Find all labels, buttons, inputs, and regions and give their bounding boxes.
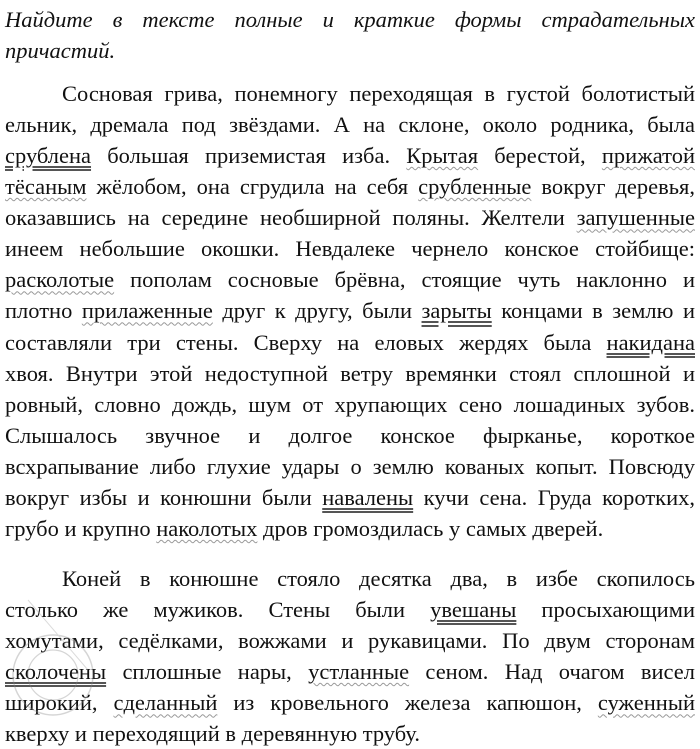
full-participle: прилаженные — [81, 298, 213, 324]
paragraph-line — [5, 171, 695, 202]
paragraph-line — [5, 513, 695, 544]
text-run: из кровельного железа капюшон, — [217, 690, 598, 716]
text-run: большая приземистая изба. — [91, 143, 407, 169]
paragraph-line — [62, 563, 695, 594]
full-participle: Крытая — [406, 143, 479, 169]
paragraph-line — [5, 233, 695, 264]
text-run: друг к другу, были — [212, 298, 422, 324]
text-run: вокруг деревья, — [531, 174, 695, 200]
paragraph-line — [5, 327, 695, 358]
full-participle: срубленные — [418, 174, 532, 200]
text-run: составляли три стены. Сверху на еловых жердях была — [5, 329, 607, 355]
text-run: всхрапывание либо глухие удары о землю кованых копыт. Повсюду — [5, 453, 695, 479]
task-line — [5, 4, 695, 35]
paragraph-line — [5, 264, 695, 295]
paragraph-line — [5, 482, 695, 513]
text-run: оказавшись на середине необширной поляны. Желтели — [5, 205, 577, 231]
paragraph-line — [5, 295, 695, 326]
text-run: дров громоздилась у самых дверей. — [257, 515, 604, 541]
full-participle: суженный — [597, 690, 695, 716]
text-run: жёлобом, она сгрудила на себя — [86, 174, 419, 200]
text-run: берестой, — [478, 143, 602, 169]
text-run: пополам сосновые брёвна, стоящие чуть наклонно и — [114, 267, 695, 293]
paragraph-line — [5, 389, 695, 420]
text-run: сеном. Над очагом висел — [409, 659, 695, 685]
text-run: концами в землю и — [491, 298, 695, 324]
text-run: Слышалось звучное и долгое конское фырканье, короткое — [5, 422, 695, 448]
text-run: плотно — [5, 298, 82, 324]
short-participle: сколочены — [5, 659, 107, 685]
paragraph-line — [5, 202, 695, 233]
text-run: просыхающими — [516, 597, 696, 623]
short-participle: увешаны — [430, 597, 517, 623]
full-participle: сделанный — [113, 690, 218, 716]
text-run: грубо и крупно — [5, 515, 157, 541]
text-run: Найдите в тексте полные и краткие формы страдательных — [5, 7, 695, 32]
full-participle: тёсаным — [5, 174, 87, 200]
text-run: кучи сена. Груда коротких, — [413, 484, 695, 510]
full-participle: прижатой — [601, 143, 695, 169]
text-run: вокруг избы и конюшни были — [5, 484, 323, 510]
paragraph-line — [5, 109, 695, 140]
short-participle: накидана — [606, 329, 695, 355]
text-run: сплошные нары, — [106, 659, 309, 685]
text-run: столько же мужиков. Стены были — [5, 597, 431, 623]
text-run: хвоя. Внутри этой недоступной ветру времянки стоял сплошной и — [5, 360, 695, 386]
full-participle: наколотых — [156, 515, 258, 541]
full-participle: расколотые — [5, 267, 115, 293]
text-run: ельник, дремала под звёздами. А на склоне, около родника, была — [5, 112, 695, 138]
watermark-stamp-icon — [8, 580, 128, 730]
text-run: широкий, — [5, 690, 114, 716]
paragraph-line — [5, 451, 695, 482]
paragraph-line — [5, 140, 695, 171]
text-run: ровный, словно дождь, шум от хрупающих сено лошадиных зубов. — [5, 391, 695, 417]
text-run: Коней в конюшне стояло десятка два, в избе скопилось — [62, 566, 695, 591]
full-participle: устланные — [308, 659, 410, 685]
text-run: инеем небольшие окошки. Невдалеке чернело конское стойбище: — [5, 236, 695, 262]
full-participle: запушенные — [576, 205, 695, 231]
text-run: кверху и переходящий в деревянную трубу. — [5, 721, 420, 747]
paragraph-line — [62, 78, 695, 109]
short-participle: зарыты — [421, 298, 492, 324]
text-run: Сосновая грива, понемногу переходящая в густой болотистый — [62, 81, 695, 106]
paragraph-line — [5, 358, 695, 389]
text-run: причастий. — [5, 38, 116, 63]
short-participle: навалены — [322, 484, 414, 510]
paragraph-line — [5, 420, 695, 451]
task-line — [5, 35, 695, 66]
text-run: хомутами, седёлками, вожжами и рукавицами. По двум сторонам — [5, 628, 695, 654]
short-participle: срублена — [5, 143, 92, 169]
